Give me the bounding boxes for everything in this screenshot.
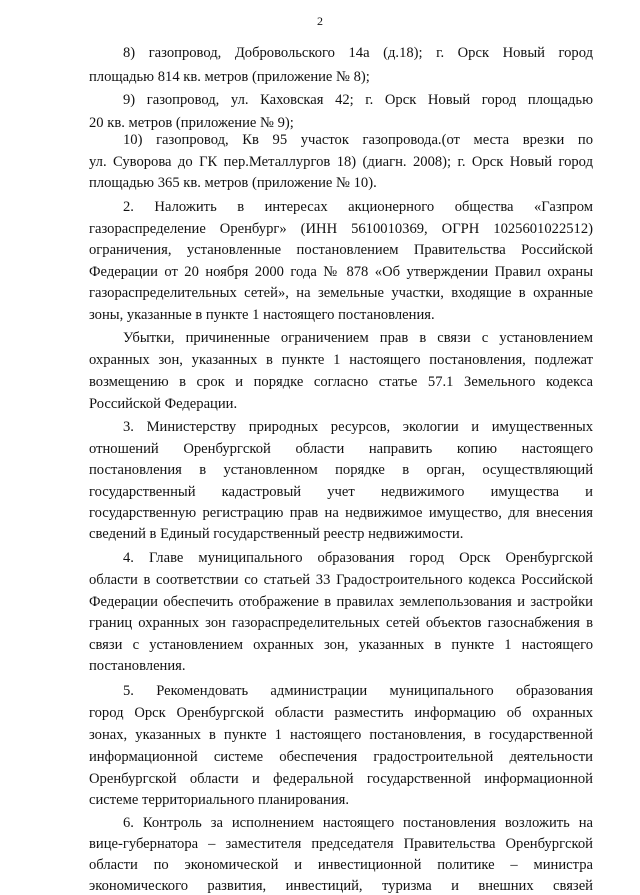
text-line: информационной системе обеспечения градостроительной деятельности [89, 749, 593, 765]
text-line: 3. Министерству природных ресурсов, экологии и имущественных [123, 419, 593, 435]
text-line: сведений в Единый государственный реестр недвижимости. [89, 526, 464, 542]
text-line: государственный кадастровый учет недвижимого имущества и [89, 484, 593, 500]
text-line: 20 кв. метров (приложение № 9); [89, 115, 294, 131]
text-line: экономического развития, инвестиций, туризма и внешних связей [89, 878, 593, 894]
text-line: Федерации обеспечить отображение в правилах землепользования и застройки [89, 594, 593, 610]
text-line: площадью 814 кв. метров (приложение № 8); [89, 69, 370, 85]
text-line: постановления в установленном порядке в орган, осуществляющий [89, 462, 593, 478]
text-line: охранных зон, указанных в пункте 1 настоящего постановления, подлежат [89, 352, 593, 368]
text-line: 8) газопровод, Добровольского 14а (д.18); г. Орск Новый город [123, 45, 593, 61]
text-line: 10) газопровод, Кв 95 участок газопровода.(от места врезки по [123, 132, 593, 148]
text-line: государственную регистрацию прав на недвижимое имущество, для внесения [89, 505, 593, 521]
text-line: границ охранных зон газораспределительных сетей объектов газоснабжения в [89, 615, 593, 631]
text-line: 9) газопровод, ул. Каховская 42; г. Орск Новый город площадью [123, 92, 593, 108]
text-line: связи с установлением охранных зон, указанных в пункте 1 настоящего [89, 637, 593, 653]
text-line: Убытки, причиненные ограничением прав в связи с установлением [123, 330, 593, 346]
text-line: Российской Федерации. [89, 396, 238, 412]
text-line: зоны, указанные в пункте 1 настоящего постановления. [89, 307, 435, 323]
text-line: 2. Наложить в интересах акционерного общества «Газпром [123, 199, 593, 215]
text-line: Оренбургской области и федеральной государственной информационной [89, 771, 593, 787]
text-line: отношений Оренбургской области направить копию настоящего [89, 441, 593, 457]
text-line: зонах, указанных в пункте 1 настоящего постановления, в государственной [89, 727, 593, 743]
text-line: площадью 365 кв. метров (приложение № 10). [89, 175, 377, 191]
text-line: постановления. [89, 658, 186, 674]
text-line: 6. Контроль за исполнением настоящего постановления возложить на [123, 815, 593, 831]
text-line: газораспределительных сетей», на земельные участки, входящие в охранные [89, 285, 593, 301]
text-line: области по экономической и инвестиционной политике – министра [89, 857, 593, 873]
text-line: области в соответствии со статьей 33 Градостроительного кодекса Российской [89, 572, 593, 588]
text-line: город Орск Оренбургской области разместить информацию об охранных [89, 705, 593, 721]
text-line: газораспределение Оренбург» (ИНН 5610010369, ОГРН 1025601022512) [89, 221, 593, 237]
text-line: возмещению в срок и порядке согласно статье 57.1 Земельного кодекса [89, 374, 593, 390]
page-number: 2 [317, 14, 323, 28]
text-line: системе территориального планирования. [89, 792, 349, 808]
text-line: 5. Рекомендовать администрации муниципального образования [123, 683, 593, 699]
text-line: ул. Суворова до ГК пер.Металлургов 18) (диагн. 2008); г. Орск Новый город [89, 154, 593, 170]
text-line: вице-губернатора – заместителя председателя Правительства Оренбургской [89, 836, 593, 852]
text-line: Федерации от 20 ноября 2000 года № 878 «Об утверждении Правил охраны [89, 264, 593, 280]
text-line: 4. Главе муниципального образования город Орск Оренбургской [123, 550, 593, 566]
text-line: ограничения, установленные постановлением Правительства Российской [89, 242, 593, 258]
